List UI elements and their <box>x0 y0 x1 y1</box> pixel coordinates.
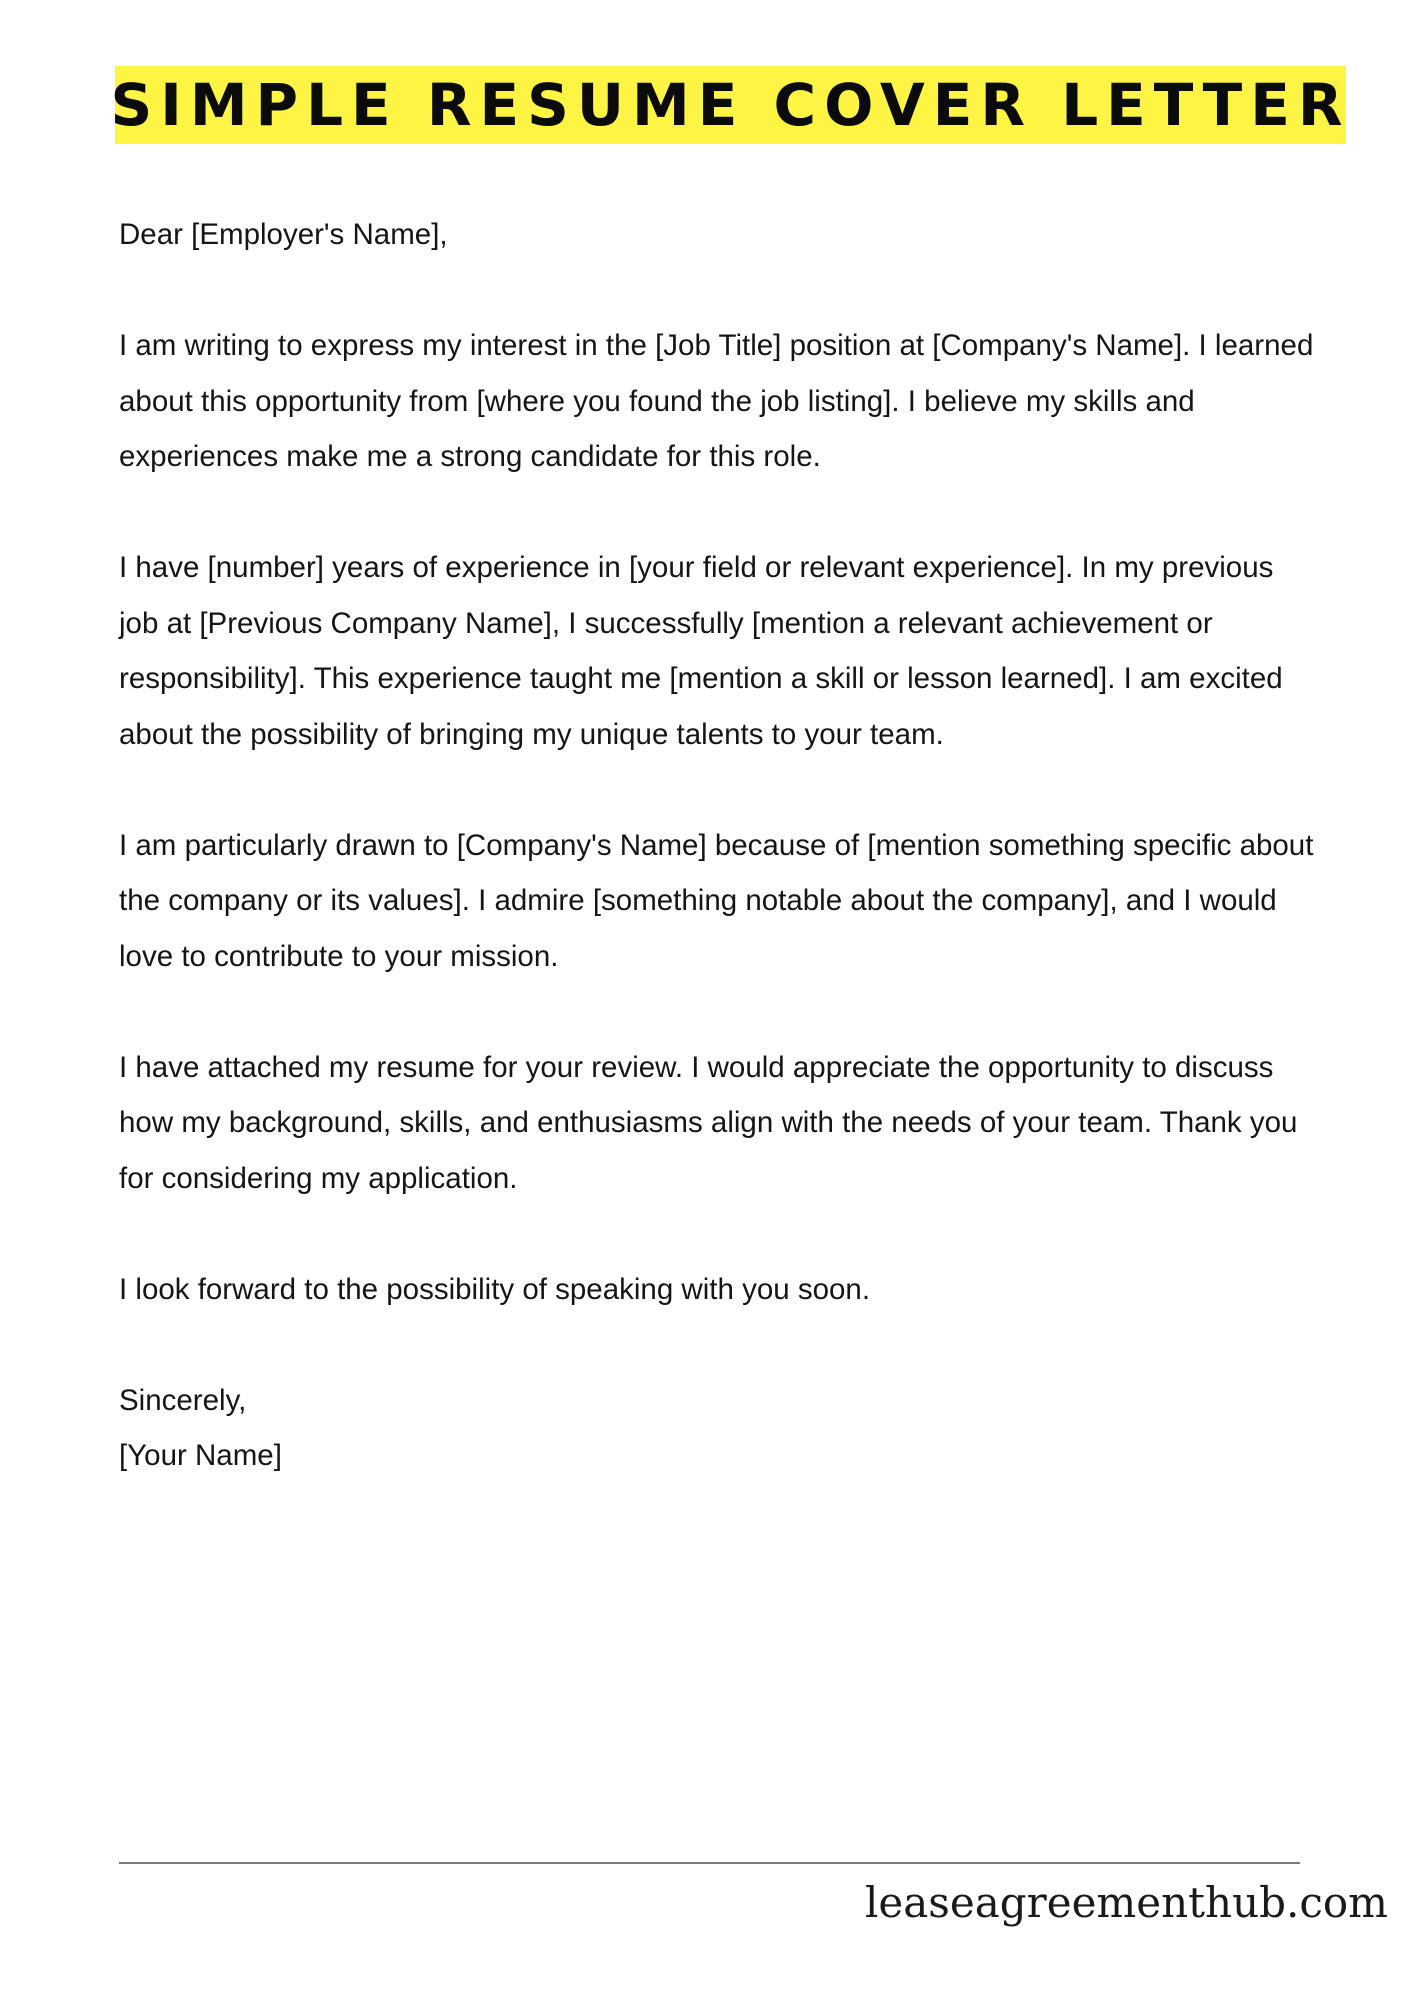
paragraph-closing-remark: I look forward to the possibility of speaking with you soon. <box>119 1272 871 1306</box>
footer-website: leaseagreementhub.com <box>864 1878 1388 1927</box>
salutation: Dear [Employer's Name], <box>119 218 448 251</box>
paragraph-company: I am particularly drawn to [Company's Name] because of [mention something specific about the company or its values]. I admire [something notable about the company], and I would love to contribute to your mission. <box>119 828 1314 973</box>
paragraph-experience: I have [number] years of experience in [your field or relevant experience]. In my previous job at [Previous Company Name], I successfully [mention a relevant achievement or responsibility]. This experience taught me [mention a skill or lesson learned]. I am excited about the possibility of bringing my unique talents to your team. <box>119 551 1283 751</box>
paragraph-attachment: I have attached my resume for your review. I would appreciate the opportunity to discuss how my background, skills, and enthusiasms align with the needs of your team. Thank you for considering my application. <box>119 1050 1298 1195</box>
closing: Sincerely, <box>119 1383 247 1417</box>
footer-divider <box>119 1862 1300 1864</box>
letter-body <box>119 207 1314 1484</box>
document-title: SIMPLE RESUME COVER LETTER <box>110 71 1351 139</box>
signature-name: [Your Name] <box>119 1439 282 1472</box>
paragraph-intro: I am writing to express my interest in the [Job Title] position at [Company's Name]. I learned about this opportunity from [where you found the job listing]. I believe my skills and experiences make me a strong candidate for this role. <box>119 329 1314 473</box>
